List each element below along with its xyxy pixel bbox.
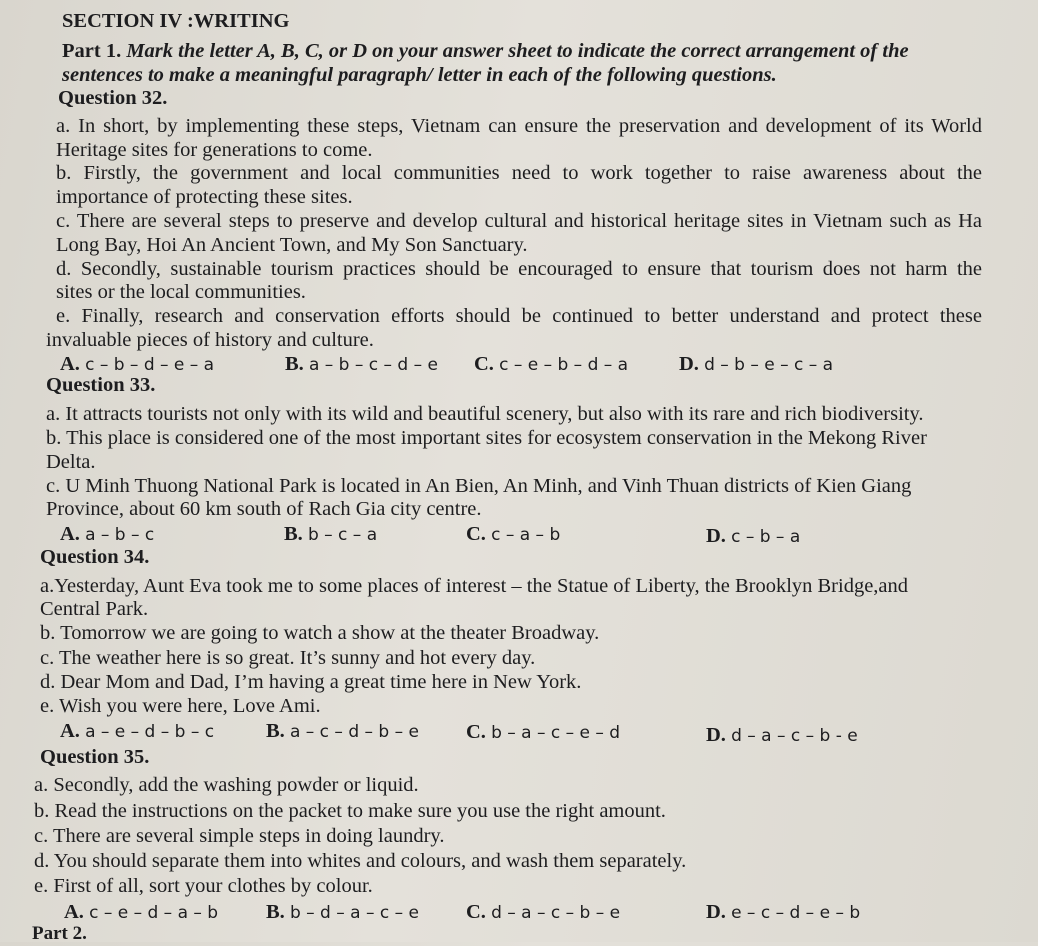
option-sequence: d – a – c – b - e	[731, 726, 858, 746]
option-letter: C.	[466, 901, 486, 923]
q33-line-b1: b. This place is considered one of the most important sites for ecosystem conservation in the Mekong River	[46, 427, 927, 449]
q34-line-c: c. The weather here is so great. It’s sunny and hot every day.	[40, 647, 536, 669]
q34-line-e: e. Wish you were here, Love Ami.	[40, 695, 321, 717]
question-35-label: Question 35.	[40, 746, 150, 768]
option-sequence: d – a – c – b – e	[491, 903, 621, 923]
option-letter: A.	[60, 720, 80, 742]
option-letter: A.	[60, 523, 80, 545]
q35-option-d[interactable]	[706, 900, 860, 925]
part1-instruction-line-1	[62, 39, 909, 63]
q32-line-d1: d. Secondly, sustainable tourism practices should be encouraged to ensure that tourism does not harm the	[56, 258, 982, 280]
q33-option-c[interactable]	[466, 522, 560, 547]
option-sequence: c – b – a	[731, 527, 801, 547]
q33-line-c1: c. U Minh Thuong National Park is located in An Bien, An Minh, and Vinh Thuan districts of Kien Giang	[46, 475, 912, 497]
option-sequence: c – e – d – a – b	[89, 903, 219, 923]
q32-line-e1: e. Finally, research and conservation efforts should be continued to better understand and protect these	[56, 305, 982, 327]
q32-line-c1: c. There are several steps to preserve and develop cultural and historical heritage sites in Vietnam such as Ha	[56, 210, 982, 232]
option-letter: C.	[466, 721, 486, 743]
part1-title: Part 1.	[62, 40, 122, 62]
option-letter: A.	[64, 901, 84, 923]
q35-line-e: e. First of all, sort your clothes by colour.	[34, 875, 373, 897]
option-letter: B.	[284, 523, 303, 545]
option-letter: C.	[466, 523, 486, 545]
q32-line-e2: invaluable pieces of history and culture.	[46, 329, 374, 351]
option-sequence: a – b – c – d – e	[308, 355, 438, 375]
q34-option-b[interactable]	[266, 719, 419, 744]
option-letter: D.	[706, 724, 726, 746]
q32-option-b[interactable]	[285, 352, 438, 377]
q32-line-a2: Heritage sites for generations to come.	[56, 139, 373, 161]
option-sequence: a – e – d – b – c	[85, 722, 215, 742]
q32-line-a1: a. In short, by implementing these steps, Vietnam can ensure the preservation and development of its World	[56, 115, 982, 137]
q32-option-d[interactable]	[679, 352, 833, 377]
q35-line-d: d. You should separate them into whites and colours, and wash them separately.	[34, 850, 687, 872]
q32-line-b1: b. Firstly, the government and local communities need to work together to raise awareness about the	[56, 162, 982, 184]
q33-line-b2: Delta.	[46, 451, 96, 473]
option-letter: A.	[60, 353, 80, 375]
q34-line-a2: Central Park.	[40, 598, 149, 620]
option-sequence: c – b – d – e – a	[85, 355, 215, 375]
part1-instruction-line-2: sentences to make a meaningful paragraph/ letter in each of the following questions.	[62, 64, 777, 86]
option-letter: D.	[706, 901, 726, 923]
option-sequence: c – e – b – d – a	[499, 355, 629, 375]
q35-line-b: b. Read the instructions on the packet to make sure you use the right amount.	[34, 800, 666, 822]
q33-line-a: a. It attracts tourists not only with its wild and beautiful scenery, but also with its rare and rich biodiversity.	[46, 403, 924, 425]
q33-line-c2: Province, about 60 km south of Rach Gia city centre.	[46, 498, 482, 520]
option-letter: D.	[679, 353, 699, 375]
q35-line-c: c. There are several simple steps in doing laundry.	[34, 825, 445, 847]
question-33-label: Question 33.	[46, 374, 156, 396]
section-title: SECTION IV :WRITING	[62, 10, 290, 32]
q35-option-c[interactable]	[466, 900, 620, 925]
option-sequence: b – c – a	[307, 525, 378, 545]
option-sequence: b – a – c – e – d	[491, 723, 621, 743]
option-letter: B.	[285, 353, 304, 375]
option-sequence: c – a – b	[491, 525, 561, 545]
part1-instruction-text-1: Mark the letter A, B, C, or D on your answer sheet to indicate the correct arrangement of the	[126, 40, 909, 62]
q32-line-b2: importance of protecting these sites.	[56, 186, 353, 208]
q35-line-a: a. Secondly, add the washing powder or liquid.	[34, 774, 419, 796]
question-34-label: Question 34.	[40, 546, 150, 568]
q35-option-a[interactable]	[64, 900, 218, 925]
part2-title: Part 2.	[32, 923, 87, 944]
q34-line-a1: a.Yesterday, Aunt Eva took me to some places of interest – the Statue of Liberty, the Brooklyn Bridge,and	[40, 575, 909, 597]
q34-option-c[interactable]	[466, 720, 620, 745]
q33-option-a[interactable]	[60, 522, 154, 547]
q32-line-d2: sites or the local communities.	[56, 281, 306, 303]
q32-option-c[interactable]	[474, 352, 628, 377]
option-sequence: b – d – a – c – e	[289, 903, 419, 923]
q34-line-b: b. Tomorrow we are going to watch a show at the theater Broadway.	[40, 622, 600, 644]
option-sequence: a – c – d – b – e	[289, 722, 419, 742]
q34-option-a[interactable]	[60, 719, 214, 744]
question-32-label: Question 32.	[58, 87, 168, 109]
option-letter: B.	[266, 901, 285, 923]
q35-option-b[interactable]	[266, 900, 419, 925]
option-letter: B.	[266, 720, 285, 742]
option-sequence: e – c – d – e – b	[731, 903, 861, 923]
q34-option-d[interactable]	[706, 723, 858, 748]
option-sequence: a – b – c	[85, 525, 155, 545]
q33-option-d[interactable]	[706, 524, 800, 549]
option-sequence: d – b – e – c – a	[704, 355, 834, 375]
q32-line-c2: Long Bay, Hoi An Ancient Town, and My Son Sanctuary.	[56, 234, 528, 256]
option-letter: C.	[474, 353, 494, 375]
q34-line-d: d. Dear Mom and Dad, I’m having a great time here in New York.	[40, 671, 582, 693]
option-letter: D.	[706, 525, 726, 547]
q33-option-b[interactable]	[284, 522, 377, 547]
